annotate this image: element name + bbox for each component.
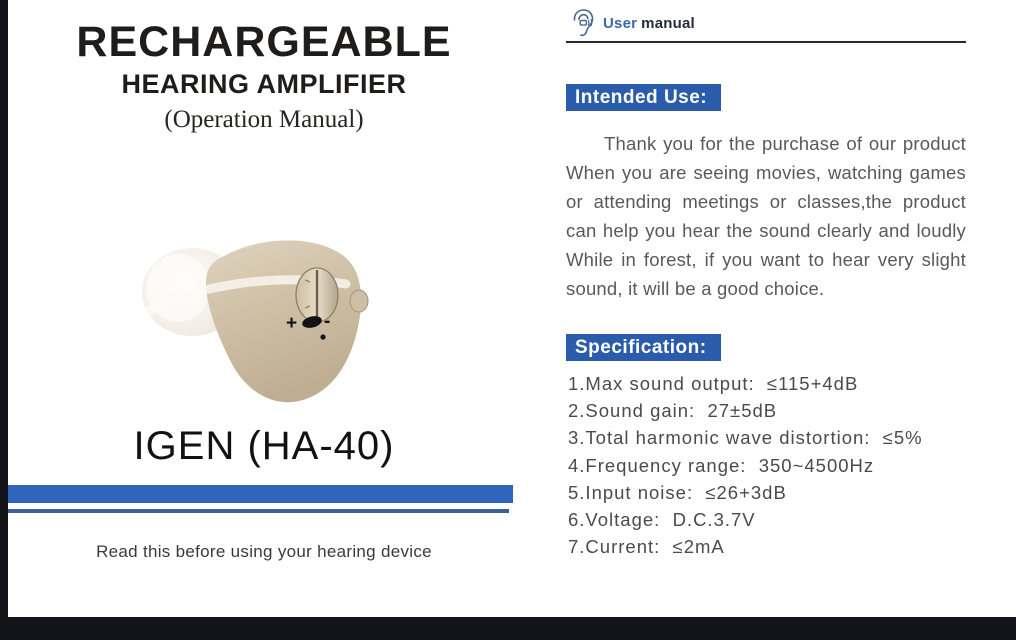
plus-mark: +	[286, 313, 298, 334]
user-manual-header	[568, 7, 695, 39]
specification-item: 1.Max sound output: ≤115+4dB	[568, 373, 859, 394]
specification-heading: Specification:	[566, 334, 721, 361]
specification-item: 5.Input noise: ≤26+3dB	[568, 481, 787, 503]
manual-page	[8, 0, 1016, 617]
paragraph-line: sound, it will be a good choice.	[566, 278, 825, 299]
device-side-knob	[350, 290, 368, 312]
left-title-block	[8, 18, 520, 135]
paragraph-line: When you are seeing movies, watching games	[566, 162, 966, 183]
paragraph-line: or attending meetings or classes,the product	[566, 191, 966, 212]
dot-mark	[320, 334, 325, 339]
specification-item: 2.Sound gain: 27±5dB	[568, 400, 778, 422]
specification-item: 4.Frequency range: 350~4500Hz	[568, 454, 875, 476]
accent-bar-thick	[8, 485, 513, 503]
device-body	[206, 240, 361, 402]
product-title: RECHARGEABLE	[76, 18, 452, 66]
paragraph-line: Thank you for the purchase of our product	[604, 133, 966, 154]
intended-use-paragraph	[566, 129, 966, 303]
hearing-aid-glyph	[580, 21, 586, 26]
hearing-amplifier-image	[124, 228, 424, 418]
intended-use-heading: Intended Use:	[566, 84, 721, 111]
read-before-note: Read this before using your hearing device	[96, 542, 432, 561]
minus-mark: -	[324, 311, 331, 332]
specification-item: 7.Current: ≤2mA	[568, 536, 725, 558]
paragraph-line: While in forest, if you want to hear very slight	[566, 249, 966, 270]
product-subtitle: HEARING AMPLIFIER	[121, 69, 407, 99]
ear-icon	[568, 7, 596, 39]
accent-bar-thin	[8, 509, 509, 513]
specification-item: 6.Voltage: D.C.3.7V	[568, 509, 756, 531]
specification-list	[568, 370, 970, 560]
model-name: IGEN (HA-40)	[133, 424, 395, 468]
device-volume-dial	[296, 268, 338, 322]
operation-manual-label: (Operation Manual)	[164, 106, 364, 133]
user-manual-label-manual: manual	[641, 14, 695, 32]
specification-heading-wrap	[566, 334, 721, 361]
intended-use-heading-wrap	[566, 84, 721, 111]
user-manual-label-user: User	[603, 14, 638, 32]
specification-item: 3.Total harmonic wave distortion: ≤5%	[568, 427, 923, 449]
manual-content-column	[566, 0, 968, 617]
header-rule	[566, 41, 966, 43]
paragraph-line: can help you hear the sound clearly and loudly	[566, 220, 966, 241]
